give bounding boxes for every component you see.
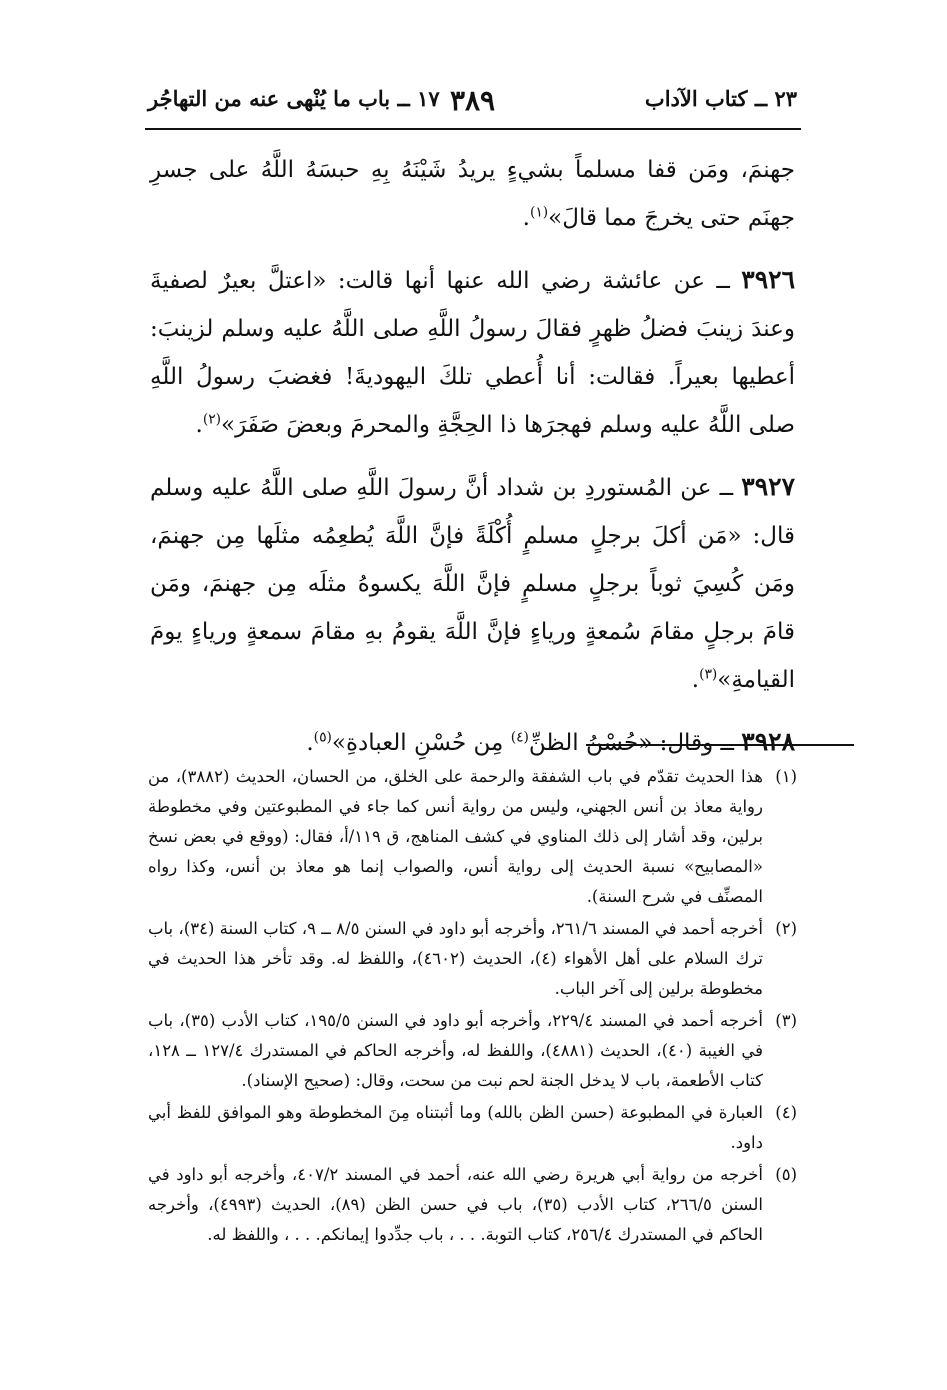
- footnote-number: (٤): [775, 1103, 797, 1122]
- paragraph-end: .: [522, 205, 530, 231]
- footnote-3: [148, 1006, 797, 1096]
- paragraph-text: جهنمَ، ومَن قفا مسلماً بشيءٍ يريدُ شَيْنَهُ بِهِ حبسَهُ اللَّهُ على جسرِ جهنَم حتى يخرجَ مما قالَ»: [150, 157, 795, 231]
- footnote-text: هذا الحديث تقدّم في باب الشفقة والرحمة على الخلق، من الحسان، الحديث (٣٨٨٢)، من رواية معاذ بن أنس الجهني، وليس من رواية أنس كما جاء في المطبوعتين وفي مخطوطة برلين، وقد أشار إلى ذلك المناوي في كشف المناهج، ق ١١٩/أ، فقال: (ووقع في بعض نسخ «المصابيح» نسبة الحديث إلى رواية أنس، والصواب إنما هو معاذ بن أنس، وكذا رواه المصنِّف في شرح السنة).: [148, 767, 764, 906]
- footnote-text: أخرجه أحمد في المسند ٢٦١/٦، وأخرجه أبو داود في السنن ٨/٥ ــ ٩، كتاب السنة (٣٤)، باب ترك السلام على أهل الأهواء (٤)، الحديث (٤٦٠٢)، واللفظ له. وقد تأخر هذا الحديث في مخطوطة برلين إلى آخر الباب.: [148, 919, 763, 998]
- footnote-1: [148, 762, 797, 912]
- paragraph-end: .: [195, 412, 203, 438]
- footnote-ref: (١): [529, 204, 549, 221]
- footnotes: [148, 762, 797, 1252]
- paragraph-text: ــ عن المُستوردِ بن شداد أنَّ رسولَ اللَّهِ صلى اللَّهُ عليه وسلم قال: «مَن أكلَ برجلٍ مسلمٍ أُكْلَةً فإنَّ اللَّهَ يُطعِمُه مثلَها مِن جهنمَ، ومَن كُسِيَ ثوباً برجلٍ مسلمٍ فإنَّ اللَّهَ يكسوهُ مثلَه مِن جهنمَ، ومَن قامَ برجلٍ مقامَ سُمعةٍ ورياءٍ فإنَّ اللَّهَ يقومُ بهِ مقامَ سمعةٍ ورياءٍ يومَ القيامةِ»: [150, 475, 795, 693]
- paragraph-end: .: [691, 667, 700, 693]
- footnote-ref: (٢): [202, 411, 222, 428]
- paragraph-text: مِن حُسْنِ العبادةِ»: [331, 730, 511, 756]
- footnote-text: أخرجه من رواية أبي هريرة رضي الله عنه، أحمد في المسند ٤٠٧/٢، وأخرجه أبو داود في السنن ٢٦٦/٥، كتاب الأدب (٣٥)، باب في حسن الظن (٨٩)، الحديث (٤٩٩٣)، وأخرجه الحاكم في المستدرك ٢٥٦/٤، كتاب التوبة. . . ، باب جدِّدوا إيمانكم. . . ، واللفظ له.: [148, 1165, 764, 1244]
- page-number: ٣٨٩: [449, 84, 496, 117]
- footnote-number: (٣): [775, 1011, 797, 1030]
- paragraph-end: .: [306, 730, 314, 756]
- hadith-3928: [150, 718, 795, 767]
- hadith-3926: [150, 256, 795, 449]
- running-header: [148, 86, 797, 126]
- footnote-2: [148, 914, 797, 1004]
- footnote-text: العبارة في المطبوعة (حسن الظن بالله) وما أثبتناه مِنَ المخطوطة وهو الموافق للفظ أبي داود.: [148, 1103, 763, 1152]
- footnote-separator: [586, 744, 854, 746]
- footnote-ref: (٣): [699, 666, 718, 683]
- paragraph-continuation: [150, 146, 795, 242]
- footnote-number: (٥): [775, 1165, 797, 1184]
- footnote-ref: (٥): [313, 729, 332, 746]
- footnote-text: أخرجه أحمد في المسند ٢٢٩/٤، وأخرجه أبو داود في السنن ١٩٥/٥، كتاب الأدب (٣٥)، باب في الغيبة (٤٠)، الحديث (٤٨٨١)، واللفظ له، وأخرجه الحاكم في المستدرك ١٢٧/٤ ــ ١٢٨، كتاب الأطعمة، باب لا يدخل الجنة لحم نبت من سحت، وقال: (صحيح الإسناد).: [148, 1011, 763, 1090]
- hadith-number: ٣٩٢٧: [741, 472, 795, 501]
- hadith-number: ٣٩٢٦: [741, 265, 795, 294]
- footnote-number: (١): [775, 767, 797, 786]
- header-rule: [145, 128, 801, 130]
- header-book-title: ٢٣ ــ كتاب الآداب: [644, 86, 797, 111]
- footnote-4: [148, 1098, 797, 1158]
- hadith-3927: [150, 463, 795, 704]
- footnote-number: (٢): [775, 919, 797, 938]
- main-text: [150, 146, 795, 781]
- footnote-ref: (٤): [510, 729, 529, 746]
- paragraph-text: ــ عن عائشة رضي الله عنها أنها قالت: «اعتلَّ بعيرٌ لصفيةَ وعندَ زينبَ فضلُ ظهرٍ فقالَ رسولُ اللَّهِ صلى اللَّهُ عليه وسلم لزينبَ: أعطيها بعيراً. فقالت: أنا أُعطي تلكَ اليهوديةَ! فغضبَ رسولُ اللَّهِ صلى اللَّهُ عليه وسلم فهجرَها ذا الحِجَّةِ والمحرمَ وبعضَ صَفَرَ»: [150, 268, 795, 438]
- paragraph-text: ــ وقال: «حُسْنُ الظنِّ: [528, 730, 742, 756]
- footnote-5: [148, 1160, 797, 1250]
- hadith-number: ٣٩٢٨: [741, 727, 795, 756]
- header-chapter-title: ١٧ ــ باب ما يُنْهى عنه من التهاجُر: [148, 86, 440, 111]
